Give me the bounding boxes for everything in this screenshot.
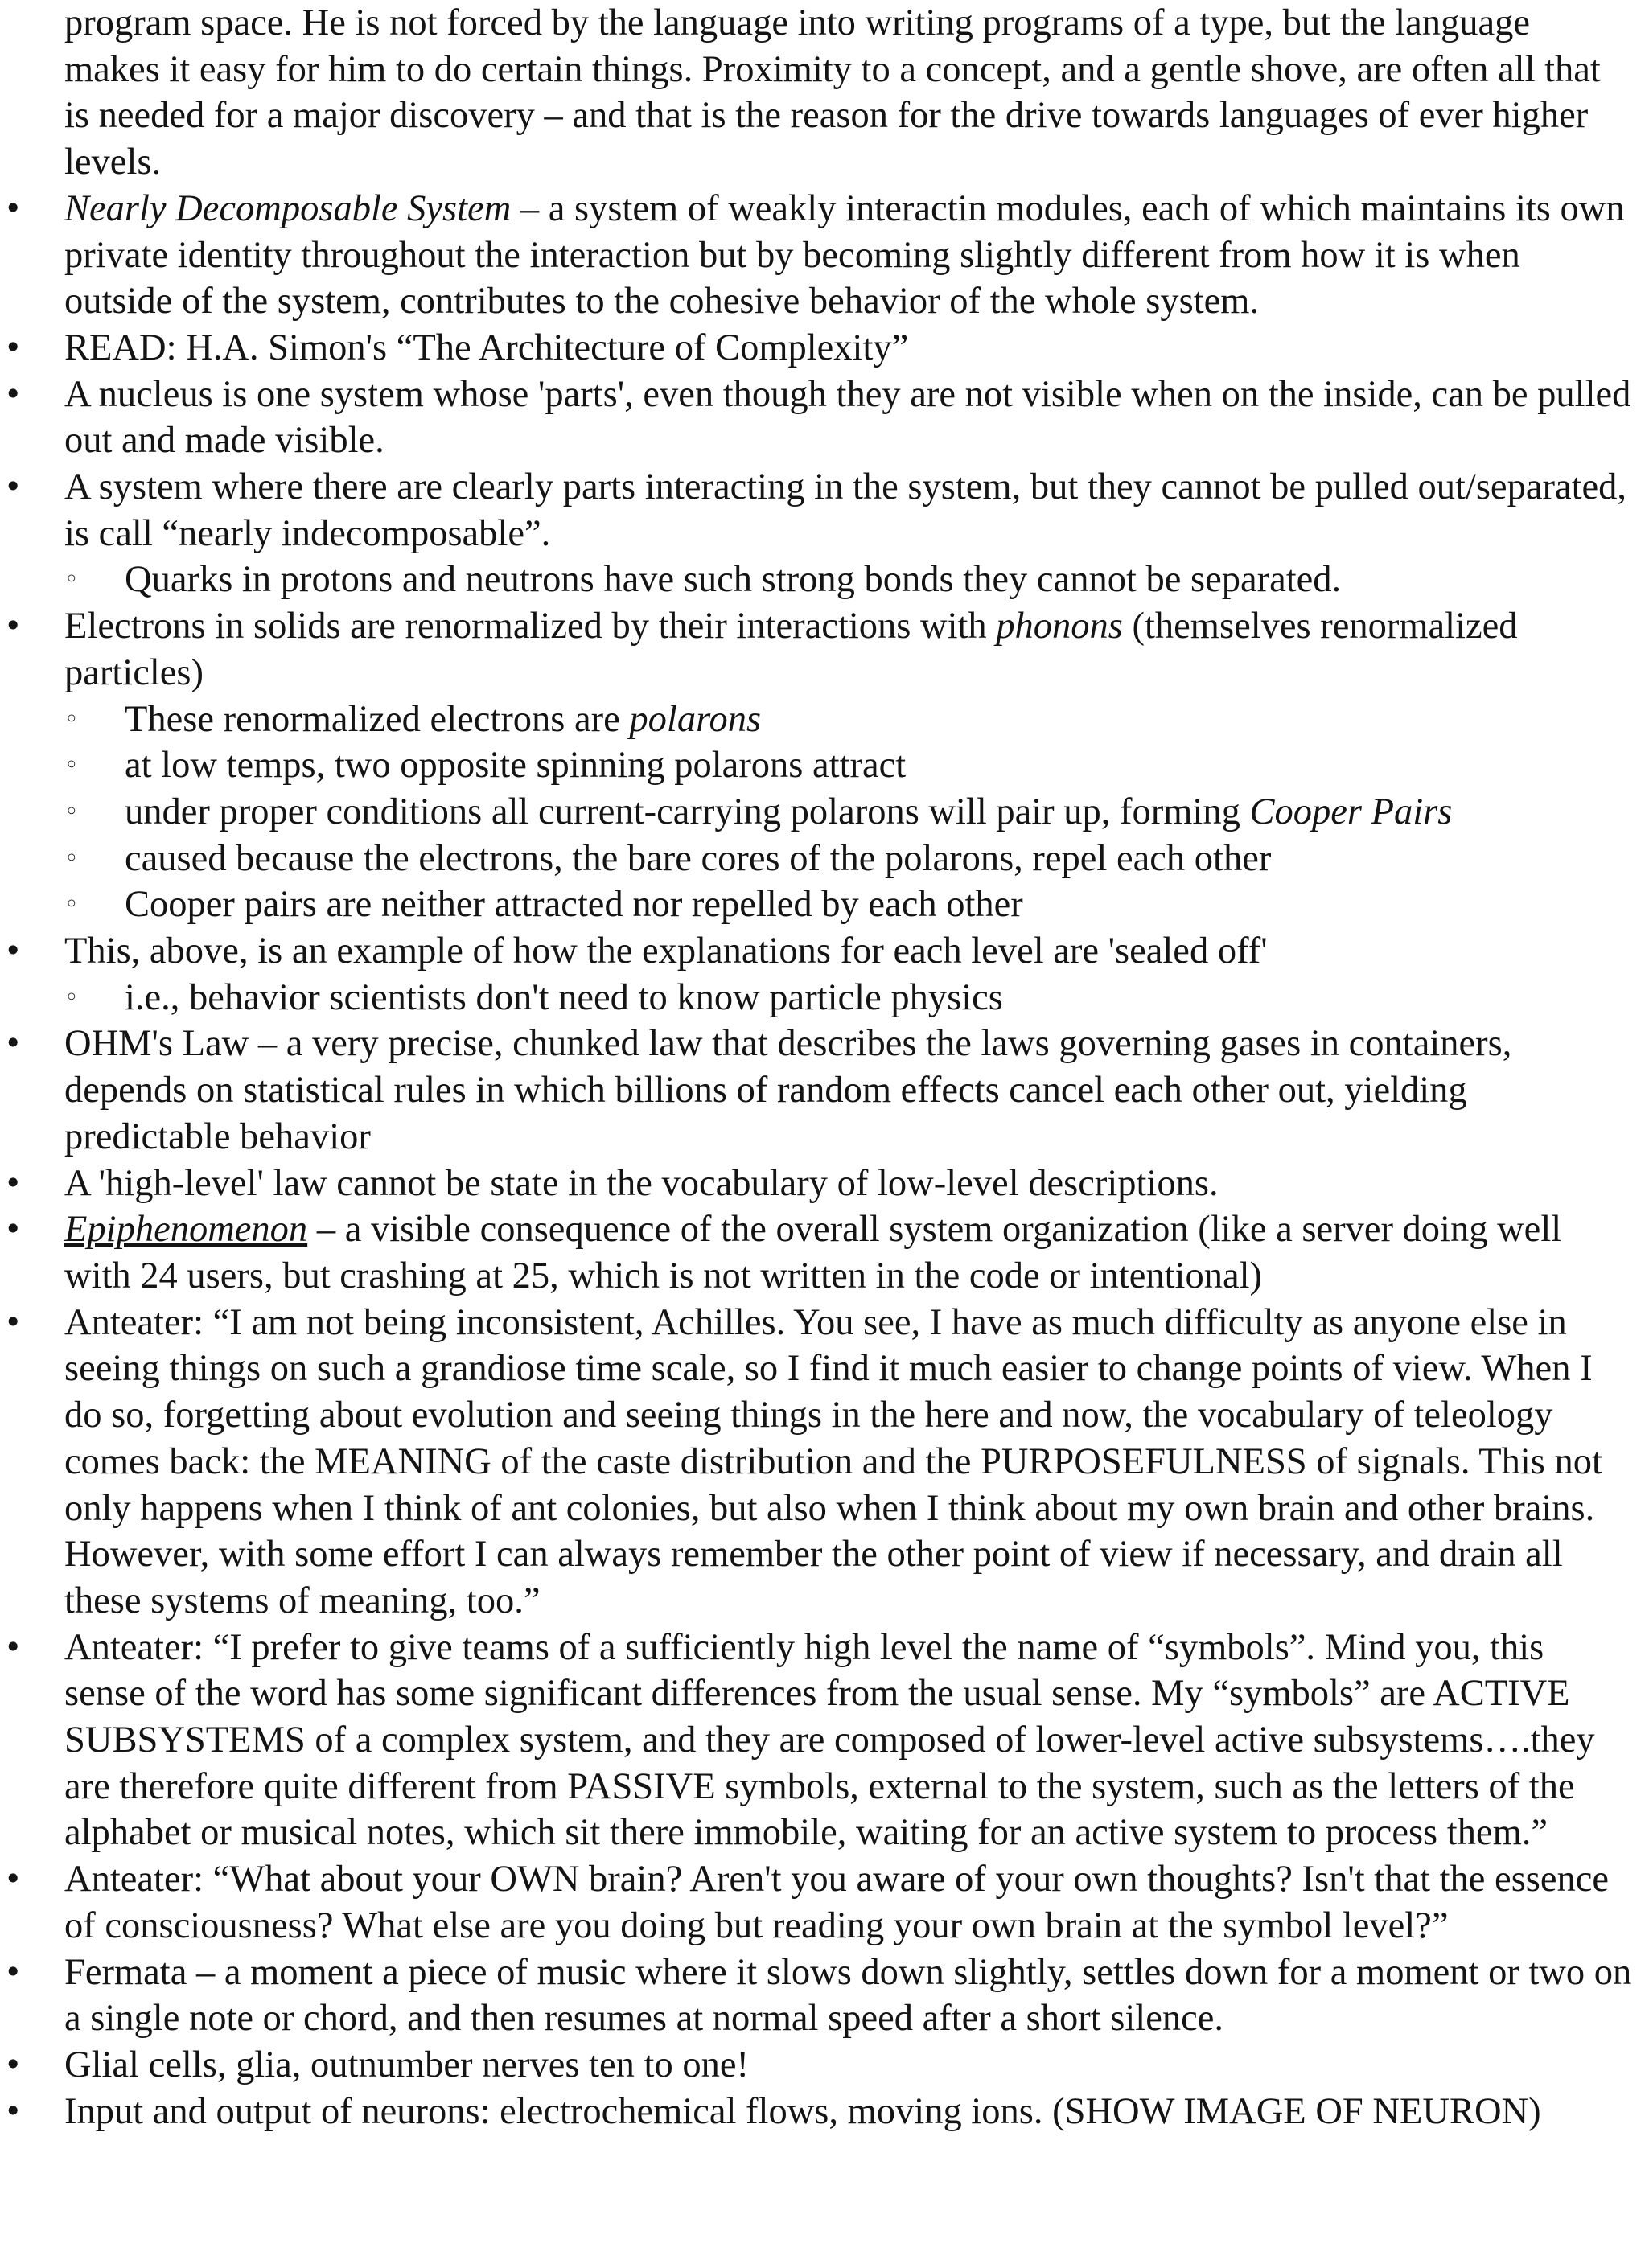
term-polarons: polarons [629,698,762,740]
sub-bullet-icon: ◦ [64,565,79,594]
list-item-text: – a system of weakly interactin modules, each of which maintains its own private identity throughout the interaction but by becoming slightly different from how it is when outside of the system, contributes to the cohesive behavior of the whole system. [64,187,1625,323]
sub-bullet-icon: ◦ [64,890,79,919]
sub-list-item-text: at low temps, two opposite spinning polarons attract [125,745,907,787]
list-item [0,464,1649,557]
list-item [0,186,1649,325]
list-item-text: Fermata – a moment a piece of music where it slows down slightly, settles down for a moment or two on a single note or chord, and then resumes at normal speed after a short silence. [64,1951,1632,2040]
list-item-text: A 'high-level' law cannot be state in the vocabulary of low-level descriptions. [64,1162,1219,1204]
sub-list-item-text: Quarks in protons and neutrons have such strong bonds they cannot be separated. [125,559,1342,601]
term-epiphenomenon: Epiphenomenon [64,1209,308,1251]
sub-bullet-icon: ◦ [64,797,79,826]
list-item-text: (themselves renormalized particles) [64,606,1518,693]
list-item-text: Input and output of neurons: electrochemical flows, moving ions. (SHOW IMAGE OF NEURON) [64,2090,1541,2132]
sub-bullet-icon: ◦ [64,751,79,780]
bullet-icon: • [4,190,23,226]
list-item [0,1950,1649,2042]
list-item [0,2042,1649,2089]
bullet-icon: • [4,1861,23,1897]
list-item-text: Electrons in solids are renormalized by their interactions with [64,606,997,647]
sub-list-item-text: caused because the electrons, the bare cores of the polarons, repel each other [125,837,1272,879]
list-item [0,1161,1649,1207]
notes-list [0,186,1649,2135]
list-item-text: Glial cells, glia, outnumber nerves ten to one! [64,2044,749,2085]
list-item-text: Anteater: “I am not being inconsistent, Achilles. You see, I have as much difficulty as anyone else in seeing things on such a grandiose time scale, so I find it much easier to change points of view. When I do so, forgetting about evolution and seeing things in the here and now, the vocabulary of teleology comes back: the MEANING of the caste distribution and the PURPOSEFULNESS of signals. This not only happens when I think of ant colonies, but also when I think about my own brain and other brains. However, with some effort I can always remember the other point of view if necessary, and drain all these systems of meaning, too.” [64,1301,1602,1621]
list-item [0,928,1649,975]
bullet-icon: • [4,1025,23,1062]
list-item-text: Anteater: “What about your OWN brain? Aren't you aware of your own thoughts? Isn't that the essence of consciousness? What else are you doing but reading your own brain at the symbol level?” [64,1859,1610,1946]
bullet-icon: • [4,376,23,412]
list-item [0,1856,1649,1949]
list-item [0,1300,1649,1625]
bullet-icon: • [4,1304,23,1340]
sub-list-item [0,881,1649,928]
bullet-icon: • [4,1165,23,1201]
list-item-text: This, above, is an example of how the explanations for each level are 'sealed off' [64,931,1268,972]
list-item [0,1021,1649,1160]
sub-list-item [0,557,1649,603]
sub-list-item-text: i.e., behavior scientists don't need to know particle physics [125,976,1003,1018]
sub-list-item [0,836,1649,882]
sub-list-item [0,789,1649,836]
bullet-icon: • [4,2093,23,2129]
list-item [0,1206,1649,1299]
term-cooper-pairs: Cooper Pairs [1249,791,1453,832]
list-item-text: A system where there are clearly parts interacting in the system, but they cannot be pulled out/separated, is call “nearly indecomposable”. [64,466,1627,554]
term-phonons: phonons [996,606,1123,647]
intro-paragraph: program space. He is not forced by the language into writing programs of a type, but the language makes it easy for him to do certain things. Proximity to a concept, and a gentle shove, are often all that is needed for a major discovery – and that is the reason for the drive towards languages of ever higher levels. [64,2,1601,183]
list-item-text: – a visible consequence of the overall system organization (like a server doing well with 24 users, but crashing at 25, which is not written in the code or intentional) [64,1209,1562,1296]
bullet-icon: • [4,329,23,365]
sub-list-item [0,975,1649,1021]
bullet-icon: • [4,2046,23,2082]
term-nearly-decomposable-system: Nearly Decomposable System [64,187,512,229]
list-item [0,2089,1649,2135]
list-item-text: OHM's Law – a very precise, chunked law that describes the laws governing gases in containers, depends on statistical rules in which billions of random effects cancel each other out, yielding predictable behavior [64,1023,1512,1157]
sub-list-item [0,742,1649,789]
list-item [0,603,1649,696]
list-item [0,325,1649,372]
bullet-icon: • [4,1954,23,1990]
bullet-icon: • [4,933,23,969]
sub-list-item-text: under proper conditions all current-carrying polarons will pair up, forming [125,791,1250,832]
sub-list-item-text: Cooper pairs are neither attracted nor repelled by each other [125,884,1023,926]
bullet-icon: • [4,608,23,644]
bullet-icon: • [4,1629,23,1665]
list-item-text: READ: H.A. Simon's “The Architecture of Complexity” [64,327,909,368]
list-item-text: A nucleus is one system whose 'parts', even though they are not visible when on the inside, can be pulled out and made visible. [64,373,1631,462]
bullet-icon: • [4,469,23,505]
sub-bullet-icon: ◦ [64,705,79,733]
sub-bullet-icon: ◦ [64,983,79,1012]
sub-list-item-text: These renormalized electrons are [125,698,630,740]
bullet-icon: • [4,1211,23,1247]
list-item [0,372,1649,464]
list-item [0,1625,1649,1857]
sub-bullet-icon: ◦ [64,844,79,873]
sub-list-item [0,696,1649,743]
list-item-text: Anteater: “I prefer to give teams of a sufficiently high level the name of “symbols”. Mind you, this sense of the word has some significant differences from the usual sense. My “symbols” are ACTIVE SUBSYSTEMS of a complex system, and they are composed of lower-level active subsystems….they are therefore quite different from PASSIVE symbols, external to the system, such as the letters of the alphabet or musical notes, which sit there immobile, waiting for an active system to process them.” [64,1626,1595,1854]
